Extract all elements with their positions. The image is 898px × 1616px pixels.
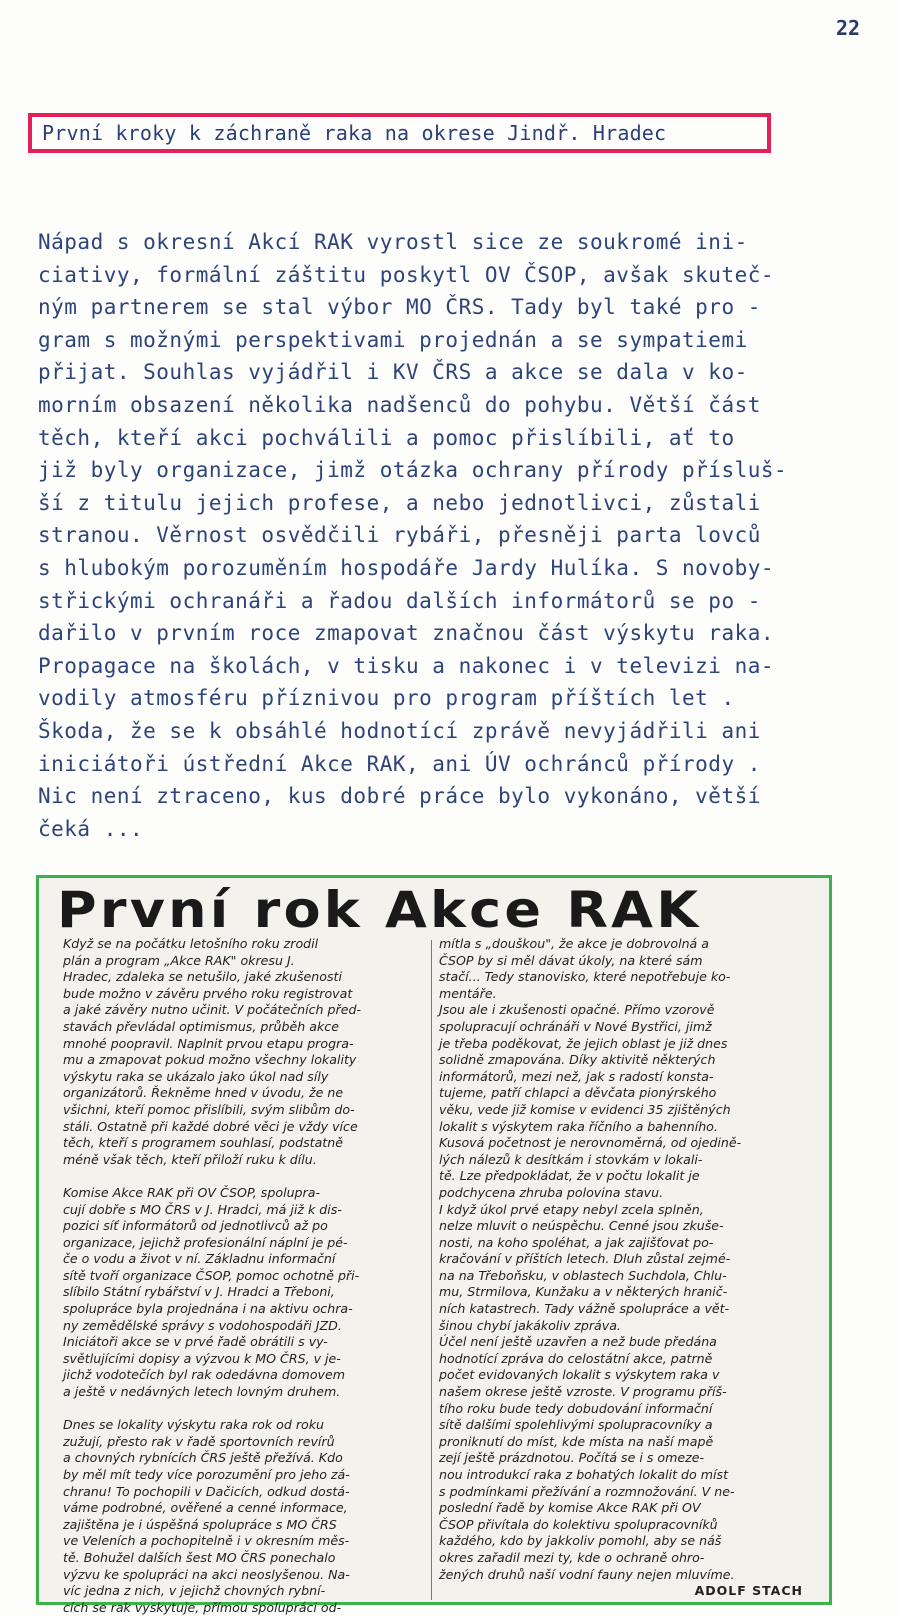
clipping-text-line: stavách převládal optimismus, průběh akce: [63, 1018, 339, 1034]
clipping-text-line: sítě tvoří organizace ČSOP, pomoc ochotně při-: [63, 1267, 360, 1283]
clipping-text-line: jichž vodotečích byl rak odedávna domovem: [63, 1367, 345, 1383]
clipping-text-line: váme podrobné, ověřené a cenné informace,: [63, 1500, 348, 1516]
clipping-text-line: mu, Strmilova, Kunžaku a v některých hranič-: [439, 1284, 728, 1300]
clipping-text-line: a chovných rybnících ČRS ještě přežívá. Kdo: [63, 1450, 343, 1466]
clipping-text-line: stáli. Ostatně při každé dobré věci je vždy více: [63, 1118, 358, 1134]
clipping-text-line: zužují, přesto rak v řadě sportovních revírů: [63, 1433, 335, 1449]
clipping-text-line: Účel není ještě uzavřen a než bude předána: [439, 1334, 717, 1350]
clipping-text-line: mentáře.: [439, 985, 497, 1001]
clipping-text-line: výzvu ke spolupráci na akci neoslyšenou. Na-: [63, 1566, 350, 1582]
clipping-text-line: lých nálezů k desítkám i stovkám v lokali-: [439, 1151, 703, 1167]
clipping-text-line: nou introdukcí raka z bohatých lokalit do míst: [439, 1467, 729, 1482]
clipping-text-line: Komise Akce RAK při OV ČSOP, spolupra-: [63, 1184, 320, 1200]
clipping-text-line: kračování v příštích letech. Dluh zůstal zejmé-: [439, 1251, 731, 1267]
clipping-text-line: ny zemědělské správy s vodohospodáři JZD.: [63, 1317, 342, 1333]
clipping-text-line: podchycena zhruba polovina stavu.: [439, 1184, 664, 1200]
body-text-line: střickými ochranáři a řadou dalších informátorů se po -: [38, 588, 761, 613]
clipping-text-line: věku, vede již komise v evidenci 35 zjištěných: [439, 1101, 731, 1117]
clipping-text-line: žených druhů naší vodní fauny nejen mluvíme.: [439, 1566, 735, 1582]
clipping-text-line: mu a zmapovat pokud možno všechny lokality: [63, 1052, 357, 1068]
body-text-line: Propagace na školách, v tisku a nakonec i v televizi na-: [38, 653, 775, 678]
clipping-text-line: cují dobře s MO ČRS v J. Hradci, má již k dis-: [63, 1201, 342, 1217]
clipping-text-line: proniknutí do míst, kde místa na naší mapě: [439, 1433, 714, 1449]
clipping-text-line: našem okrese ještě vzroste. V programu příš-: [439, 1384, 727, 1400]
body-text-line: Škoda, že se k obsáhlé hodnotící zprávě nevyjádřili ani: [38, 718, 761, 743]
clipping-text-line: bude možno v závěru prvého roku registrovat: [63, 985, 353, 1001]
clipping-text-line: víc jedna z nich, v jejichž chovných rybní-: [63, 1583, 326, 1599]
clipping-text-line: poslední řadě by komise Akce RAK při OV: [439, 1500, 701, 1516]
clipping-text-line: mítla s „douškou", že akce je dobrovolná a: [439, 936, 709, 951]
title-box: [28, 113, 771, 153]
clipping-text-line: počet evidovaných lokalit s výskytem raka v: [439, 1367, 720, 1383]
clipping-text-line: chranu! To pochopili v Dačicích, odkud dostá-: [63, 1483, 350, 1499]
clipping-text-line: nelze mluvit o neúspěchu. Cenné jsou zkuše-: [439, 1218, 724, 1234]
clipping-text-line: okres zařadil mezi ty, kde o ochraně ohro-: [439, 1549, 705, 1565]
clipping-text-line: [63, 1168, 433, 1185]
body-text-line: dařilo v prvním roce zmapovat značnou část výskytu raka.: [38, 621, 775, 646]
clipping-right-column: [439, 936, 799, 1583]
clipping-text-line: by měl mít tedy více porozumění pro jeho zá-: [63, 1467, 350, 1482]
clipping-text-line: každého, kdo by jakkoliv pomohl, aby se náš: [439, 1533, 722, 1549]
typed-body: [38, 226, 838, 845]
clipping-text-line: cích se rak vyskytuje, přímou spolupráci od-: [63, 1599, 342, 1615]
clipping-text-line: Hradec, zdaleka se netušilo, jaké zkušenosti: [63, 969, 342, 985]
clipping-text-line: ve Veleních a pochopitelně i v okresním měs-: [63, 1533, 350, 1549]
body-text-line: těch, kteří akci pochválili a pomoc přislíbili, ať to: [38, 425, 735, 450]
clipping-text-line: slíbilo Státní rybářství v J. Hradci a Třeboni,: [63, 1284, 335, 1300]
clipping-text-line: tě. Bohužel dalších šest MO ČRS ponechalo: [63, 1549, 336, 1565]
clipping-text-line: s podmínkami přežívání a rozmnožování. V ne-: [439, 1483, 735, 1499]
clipping-text-line: je třeba poděkovat, že jejich oblast je již dnes: [439, 1035, 728, 1051]
body-text-line: ší z titulu jejich profese, a nebo jednotlivci, zůstali: [38, 490, 761, 515]
body-text-line: stranou. Věrnost osvědčili rybáři, přesněji parta lovců: [38, 523, 761, 548]
clipping-text-line: zajištěna je i úspěšná spolupráce s MO ČRS: [63, 1516, 337, 1532]
clipping-text-line: informátorů, mezi než, jak s radostí konsta-: [439, 1068, 714, 1084]
clipping-text-line: mnohé poopravil. Naplnit prvou etapu progra-: [63, 1035, 354, 1051]
clipping-text-line: pozici síť informátorů od jednotlivců až po: [63, 1218, 328, 1234]
clipping-text-line: a jaké závěry nutno učinit. V počátečních před-: [63, 1002, 361, 1018]
body-text-line: Nápad s okresní Akcí RAK vyrostl sice ze soukromé ini-: [38, 230, 748, 254]
clipping-text-line: tího roku bude tedy dobudování informační: [439, 1400, 713, 1416]
body-text-line: vodily atmosféru příznivou pro program příštích let .: [38, 686, 735, 711]
clipping-text-line: tě. Lze předpokládat, že v počtu lokalit je: [439, 1168, 700, 1184]
clipping-author: ADOLF STACH: [694, 1583, 803, 1598]
clipping-text-line: plán a program „Akce RAK" okresu J.: [63, 952, 295, 968]
clipping-text-line: spolupráce byla projednána i na aktivu ochra-: [63, 1301, 353, 1317]
clipping-text-line: tujeme, patří chlapci a děvčata pionýrského: [439, 1085, 717, 1101]
newspaper-clipping: [36, 875, 832, 1615]
clipping-text-line: nosti, na koho spoléhat, a jak zajišťovat po-: [439, 1234, 714, 1250]
clipping-text-line: méně však těch, kteří přiloží ruku k dílu.: [63, 1151, 317, 1167]
clipping-text-line: lokalit s výskytem raka říčního a bahenního.: [439, 1118, 718, 1134]
body-text-line: ným partnerem se stal výbor MO ČRS. Tady byl také pro -: [38, 295, 761, 320]
clipping-text-line: organizace, jejichž profesionální náplní je pé-: [63, 1234, 348, 1250]
body-text-line: gram s možnými perspektivami projednán a se sympatiemi: [38, 327, 748, 352]
clipping-text-line: těch, kteří s programem souhlasí, podstatně: [63, 1135, 343, 1151]
clipping-text-line: a ještě v nedávných letech lovným druhem.: [63, 1384, 341, 1400]
body-text-line: čeká ...: [38, 816, 144, 841]
clipping-headline: První rok Akce RAK: [57, 881, 702, 939]
clipping-text-line: če o vodu a život v ní. Základnu informační: [63, 1251, 336, 1267]
column-divider: [431, 940, 432, 1600]
clipping-text-line: Dnes se lokality výskytu raka rok od roku: [63, 1417, 324, 1433]
body-text-line: iniciátoři ústřední Akce RAK, ani ÚV ochránců přírody .: [38, 751, 761, 776]
clipping-text-line: zejí ještě prázdnotou. Počítá se i s omeze-: [439, 1450, 705, 1466]
clipping-text-line: stačí... Tedy stanovisko, které nepotřebuje ko-: [439, 969, 731, 985]
clipping-text-line: hodnotící zpráva do celostátní akce, patrně: [439, 1350, 713, 1366]
body-text-line: Nic není ztraceno, kus dobré práce bylo vykonáno, větší: [38, 784, 761, 809]
clipping-text-line: světlujícími dopisy a výzvou k MO ČRS, v je-: [63, 1350, 341, 1366]
clipping-text-line: Iniciátoři akce se v prvé řadě obrátili s vy-: [63, 1334, 328, 1350]
clipping-text-line: ČSOP přivítala do kolektivu spolupracovníků: [439, 1516, 718, 1532]
clipping-text-line: Kusová početnost je nerovnoměrná, od ojedině-: [439, 1135, 742, 1151]
clipping-left-column: [63, 936, 433, 1616]
body-text-line: již byly organizace, jimž otázka ochrany přírody přísluš-: [38, 458, 788, 483]
body-text-line: morním obsazení několika nadšenců do pohybu. Větší část: [38, 392, 761, 417]
body-text-line: přijat. Souhlas vyjádřil i KV ČRS a akce se dala v ko-: [38, 360, 748, 385]
clipping-text-line: [63, 1401, 433, 1418]
clipping-text-line: Jsou ale i zkušenosti opačné. Přímo vzorově: [439, 1002, 715, 1018]
clipping-text-line: ČSOP by si měl dávat úkoly, na které sám: [439, 952, 703, 968]
clipping-text-line: organizátorů. Řekněme hned v úvodu, že ne: [63, 1085, 344, 1101]
clipping-text-line: Když se na počátku letošního roku zrodil: [63, 936, 319, 951]
clipping-text-line: spolupracují ochránáři v Nové Bystřici, jimž: [439, 1018, 712, 1034]
body-text-line: ciativy, formální záštitu poskytl OV ČSOP, avšak skuteč-: [38, 262, 775, 287]
clipping-text-line: výskytu raka se ukázalo jako úkol nad síly: [63, 1068, 329, 1084]
clipping-text-line: I když úkol prvé etapy nebyl zcela splněn,: [439, 1201, 704, 1217]
article-title: První kroky k záchraně raka na okrese Jindř. Hradec: [42, 121, 667, 145]
clipping-text-line: solidně zmapována. Díky aktivitě některých: [439, 1052, 716, 1068]
clipping-text-line: sítě dalšími spolehlivými spolupracovníky a: [439, 1417, 713, 1433]
clipping-text-line: všichni, kteří pomoc přislíbili, svým slibům do-: [63, 1101, 355, 1117]
clipping-text-line: šinou chybí jakákoliv zpráva.: [439, 1317, 621, 1333]
clipping-text-line: ních katastrech. Tady vážně spolupráce a vět-: [439, 1301, 730, 1317]
clipping-text-line: na na Třeboňsku, v oblastech Suchdola, Chlu-: [439, 1267, 727, 1283]
page-number: 22: [836, 16, 861, 40]
body-text-line: s hlubokým porozuměním hospodáře Jardy Hulíka. S novoby-: [38, 555, 775, 580]
